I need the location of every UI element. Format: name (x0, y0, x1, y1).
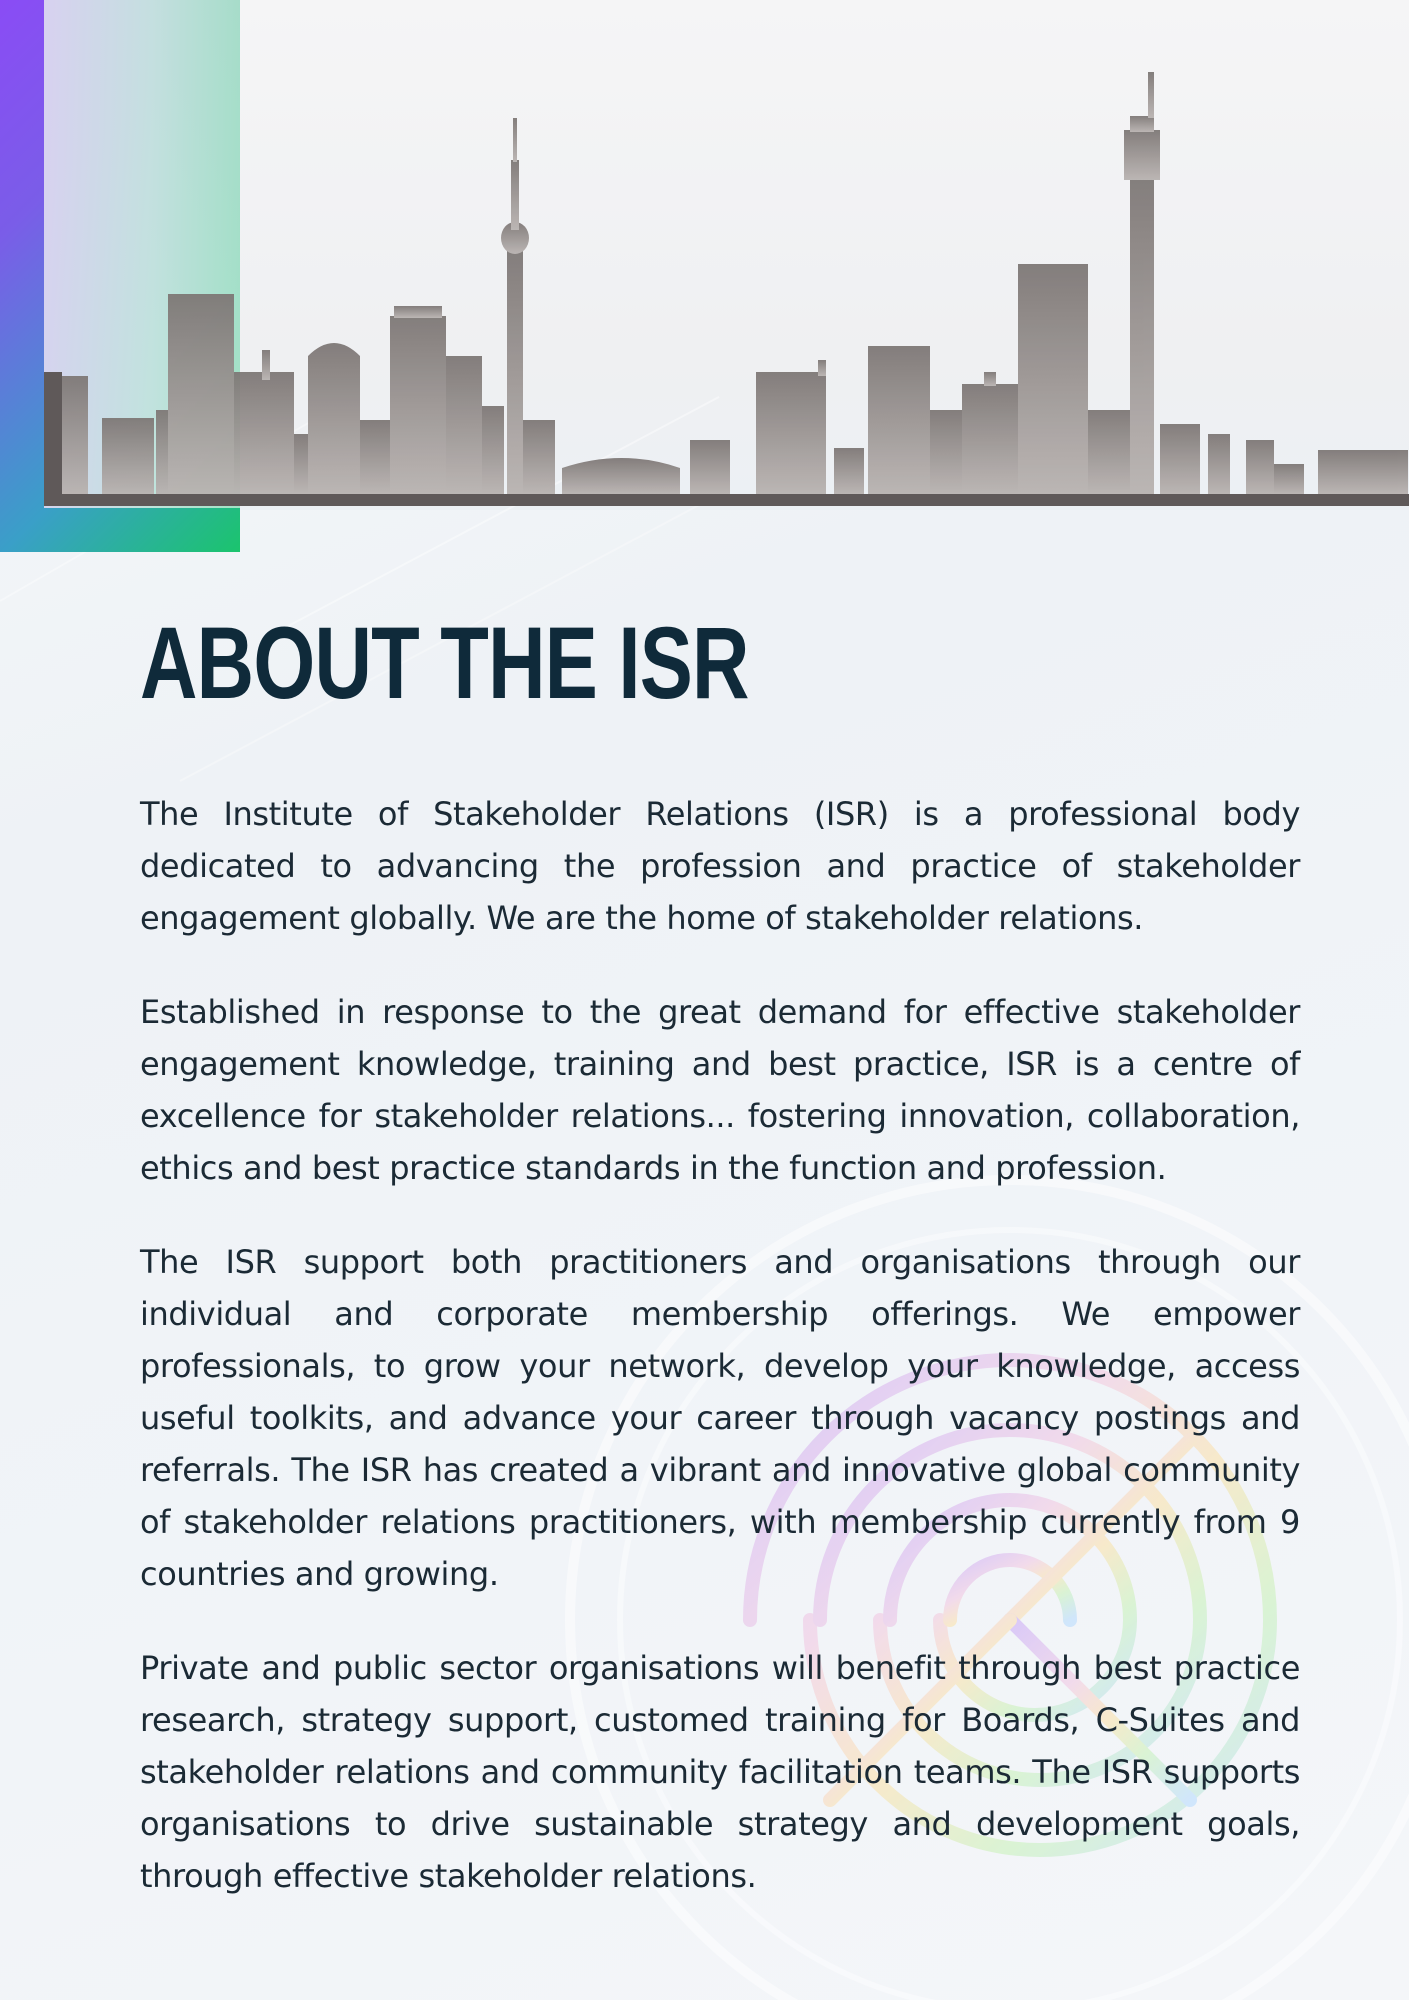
page-title: ABOUT THE ISR (140, 606, 749, 720)
about-body (140, 788, 1300, 1944)
paragraph-organisations: Private and public sector organisations will benefit through best practice research, strategy support, customed training for Boards, C-Suites and stakeholder relations and community facilitation teams. The ISR supports organisations to drive sustainable strategy and development goals, through effective stakeholder relations. (140, 1649, 1300, 1895)
paragraph-established: Established in response to the great demand for effective stakeholder engagement knowledge, training and best practice, ISR is a centre of excellence for stakeholder relations... fostering innovation, collaboration, ethics and best practice standards in the function and profession. (140, 993, 1300, 1187)
paragraph-intro: The Institute of Stakeholder Relations (ISR) is a professional body dedicated to advancing the profession and practice of stakeholder engagement globally. We are the home of stakeholder relations. (140, 795, 1300, 937)
city-skyline-image (0, 0, 1409, 520)
paragraph-membership: The ISR support both practitioners and organisations through our individual and corporate membership offerings. We empower professionals, to grow your network, develop your knowledge, access useful toolkits, and advance your career through vacancy postings and referrals. The ISR has created a vibrant and innovative global community of stakeholder relations practitioners, with membership currently from 9 countries and growing. (140, 1243, 1300, 1593)
